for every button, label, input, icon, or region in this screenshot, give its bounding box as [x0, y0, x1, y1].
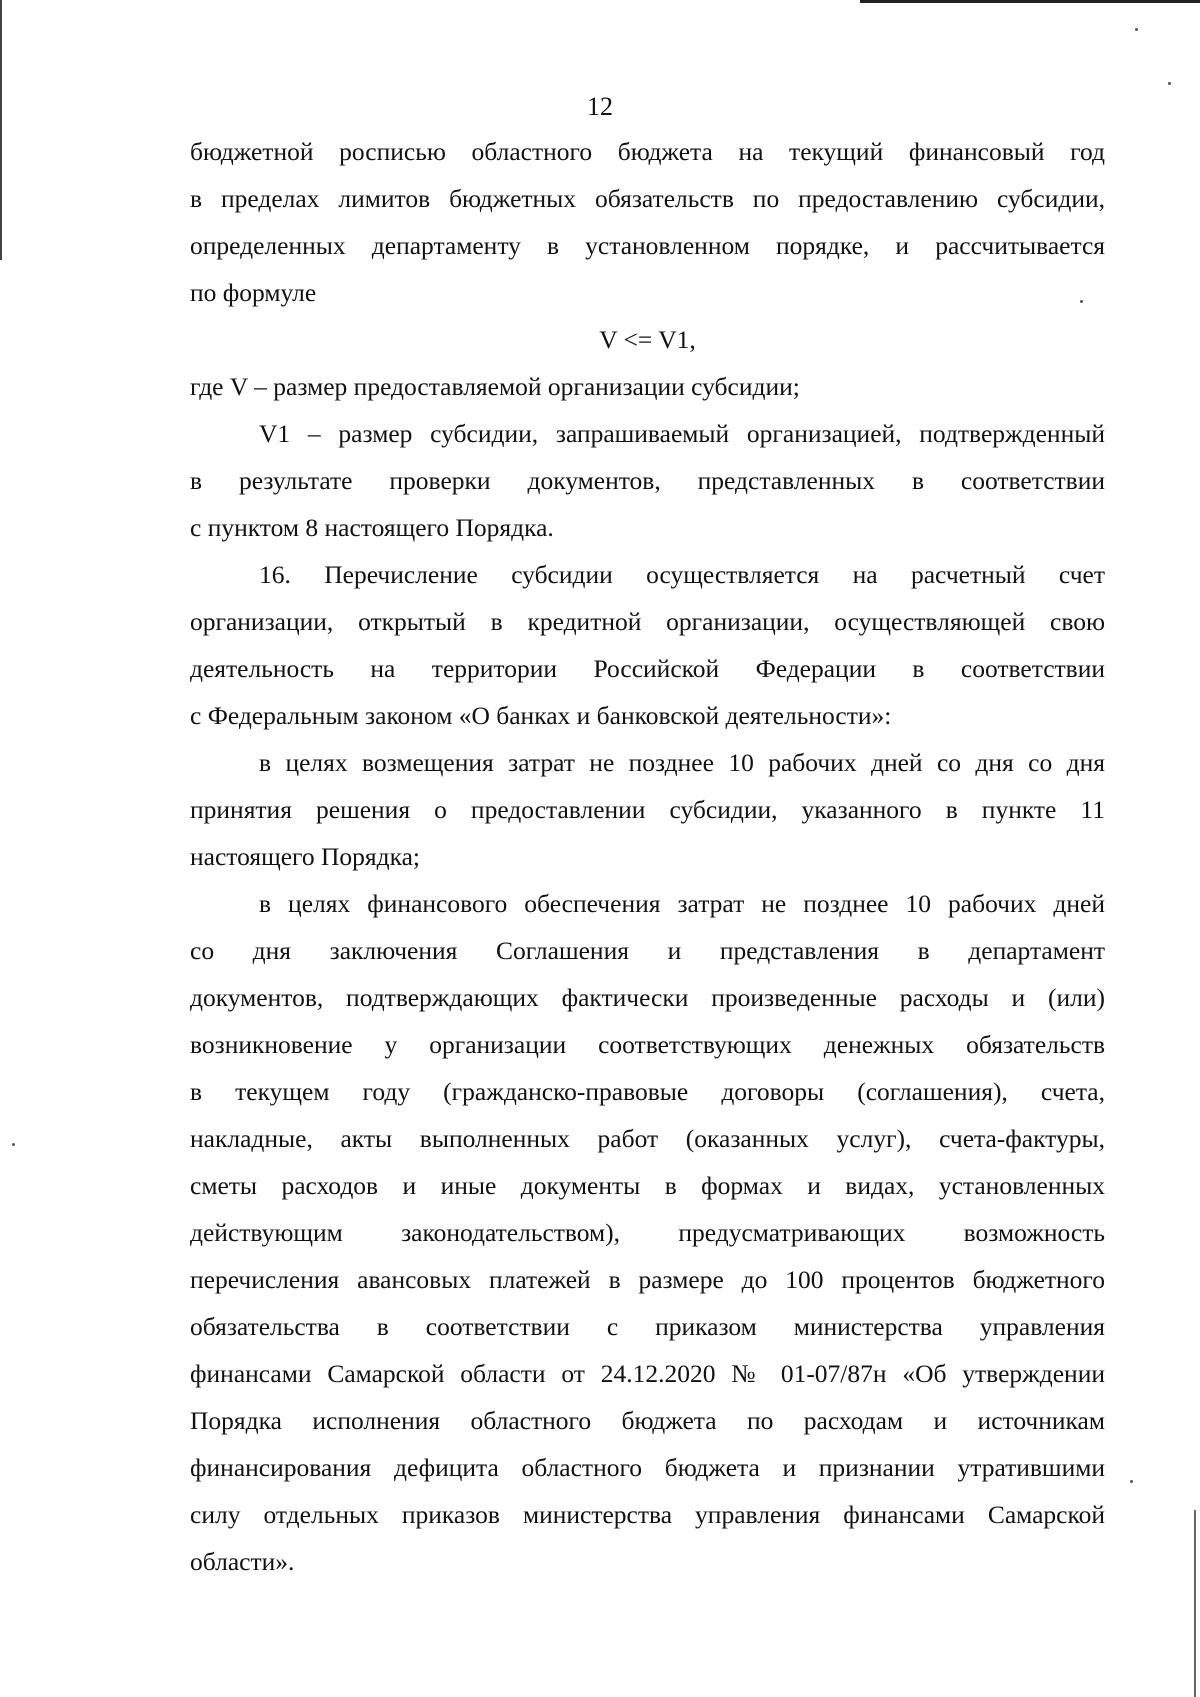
scan-edge-right — [1194, 1510, 1196, 1697]
text-line: возникновение у организации соответствующих денежных обязательств — [190, 1030, 1105, 1059]
text-line: с Федеральным законом «О банках и банковской деятельности»: — [190, 701, 892, 730]
text-line: в текущем году (гражданско-правовые договоры (соглашения), счета, — [190, 1077, 1105, 1106]
text-line: по формуле — [190, 278, 317, 307]
text-line: документов, подтверждающих фактически произведенные расходы и (или) — [190, 983, 1105, 1012]
text-line: где V – размер предоставляемой организации субсидии; — [190, 372, 800, 401]
body-text — [190, 128, 1105, 1585]
scan-speck — [1135, 28, 1138, 31]
text-line: в результате проверки документов, представленных в соответствии — [190, 466, 1105, 495]
text-line: в целях финансового обеспечения затрат не позднее 10 рабочих дней — [259, 889, 1105, 918]
text-line: со дня заключения Соглашения и представления в департамент — [190, 936, 1105, 965]
formula: V <= V1, — [599, 325, 696, 354]
page-number: 12 — [587, 92, 613, 121]
text-line: обязательства в соответствии с приказом министерства управления — [190, 1312, 1105, 1341]
text-line: принятия решения о предоставлении субсидии, указанного в пункте 11 — [190, 795, 1105, 824]
text-line: определенных департаменту в установленном порядке, и рассчитывается — [190, 231, 1105, 260]
scan-speck — [1130, 1480, 1133, 1483]
text-line: силу отдельных приказов министерства управления финансами Самарской — [190, 1500, 1105, 1529]
text-line: с пунктом 8 настоящего Порядка. — [190, 513, 554, 542]
text-line: в пределах лимитов бюджетных обязательств по предоставлению субсидии, — [190, 184, 1105, 213]
text-line: в целях возмещения затрат не позднее 10 рабочих дней со дня со дня — [259, 748, 1105, 777]
text-line: сметы расходов и иные документы в формах и видах, установленных — [190, 1171, 1105, 1200]
text-line: настоящего Порядка; — [190, 842, 421, 871]
text-line: финансирования дефицита областного бюджета и признании утратившими — [190, 1453, 1105, 1482]
scan-speck — [1168, 82, 1171, 85]
text-line: области». — [190, 1547, 295, 1576]
text-line: финансами Самарской области от 24.12.2020 № 01-07/87н «Об утверждении — [190, 1359, 1105, 1388]
text-line: организации, открытый в кредитной организации, осуществляющей свою — [190, 607, 1105, 636]
text-line: 16. Перечисление субсидии осуществляется на расчетный счет — [259, 560, 1105, 589]
text-line: бюджетной росписью областного бюджета на текущий финансовый год — [190, 137, 1105, 166]
text-line: накладные, акты выполненных работ (оказанных услуг), счета-фактуры, — [190, 1124, 1105, 1153]
text-line: деятельность на территории Российской Федерации в соответствии — [190, 654, 1105, 683]
text-line: V1 – размер субсидии, запрашиваемый организацией, подтвержденный — [259, 419, 1105, 448]
scan-edge-left — [0, 0, 2, 260]
scan-edge-top — [860, 0, 1200, 3]
text-line: действующим законодательством), предусматривающих возможность — [190, 1218, 1105, 1247]
text-line: Порядка исполнения областного бюджета по расходам и источникам — [190, 1406, 1105, 1435]
scan-speck — [12, 1143, 15, 1146]
text-line: перечисления авансовых платежей в размере до 100 процентов бюджетного — [190, 1265, 1105, 1294]
